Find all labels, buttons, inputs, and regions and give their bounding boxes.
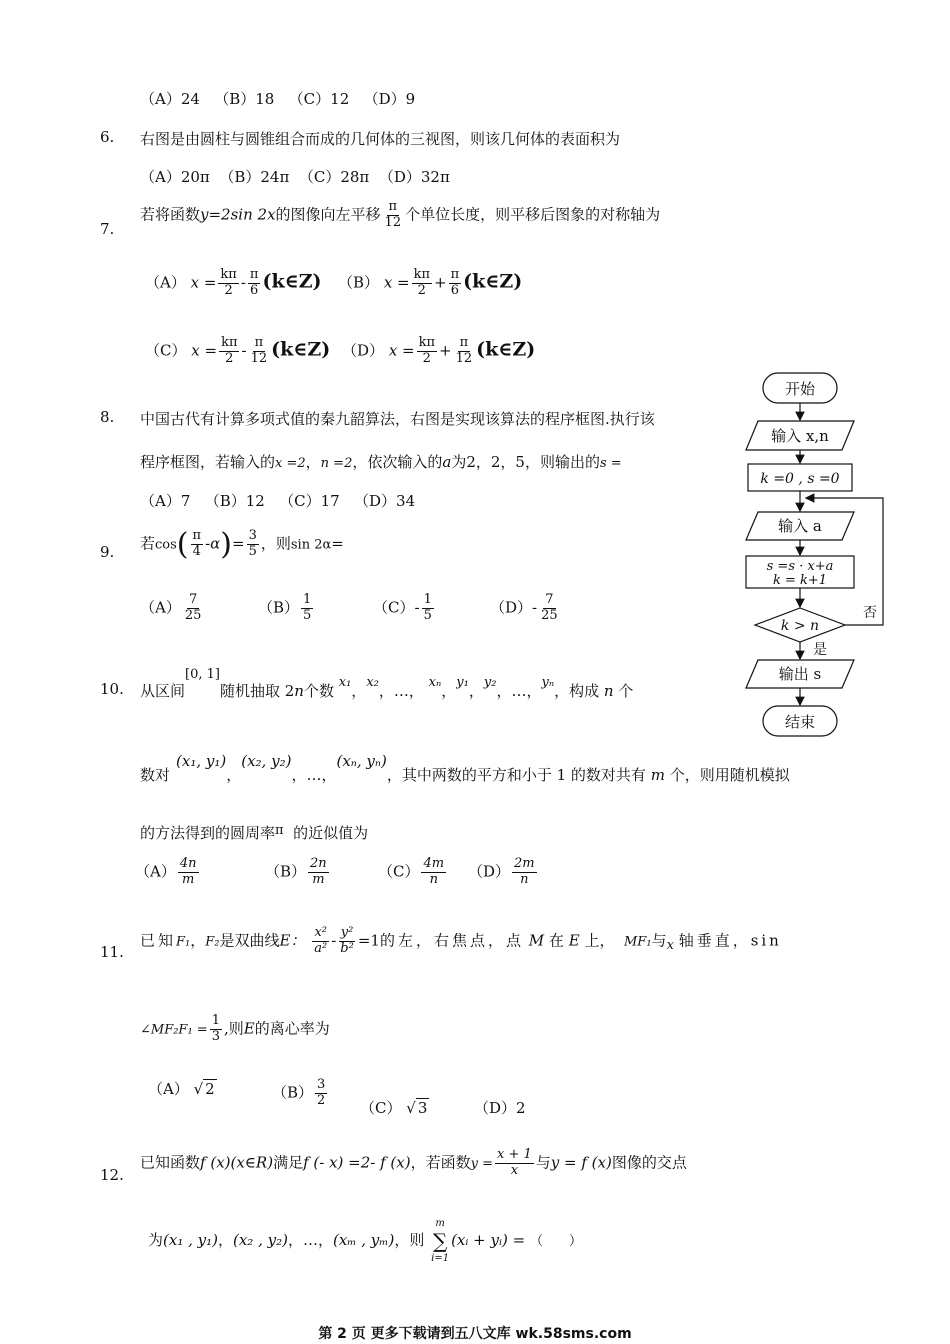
q6-text: 右图是由圆柱与圆锥组合而成的几何体的三视图，则该几何体的表面积为: [140, 130, 621, 148]
flow-no-label: 否: [863, 605, 877, 621]
q5-options: [140, 88, 415, 109]
flow-end-label: 结束: [784, 713, 816, 731]
q5-option-d: （D）9: [363, 90, 416, 108]
q6-options: [140, 166, 450, 187]
q12-line2: 为(x₁ , y₁)，(x₂ , y₂)，…，(xₘ , yₘ)，则 m ∑ i=1 (xᵢ + yᵢ) = （ ）: [148, 1218, 582, 1264]
flow-condition-label: k > n: [780, 618, 820, 634]
q5-option-b: （B）18: [214, 90, 275, 108]
q7-text-a: 若将函数: [140, 205, 201, 224]
q11-option-b: （B） $\frac{3}{2}$: [272, 1077, 326, 1108]
q12-line1: 已知函数f (x)(x∈R)满足f (- x) =2- f (x)，若函数y = $\frac{x + 1}{x}$ 与y = f (x)图像的交点: [140, 1147, 687, 1178]
q8-option-b: （B）12: [204, 492, 265, 510]
q10-number: 10.: [100, 680, 124, 698]
q11-option-a: （A） √ 2: [148, 1080, 215, 1098]
q6-number: 6.: [100, 128, 115, 146]
q9-number: 9.: [100, 543, 115, 561]
q9-option-a: （A） $\frac{7}{25}$: [140, 592, 202, 623]
q9-option-c: （C）- $\frac{1}{5}$: [373, 592, 432, 623]
q12-sum-sign: m ∑ i=1: [431, 1218, 450, 1264]
q8-option-c: （C）17: [279, 492, 340, 510]
q10-option-a: （A） $\frac{4n}{m}$: [135, 856, 197, 887]
q6-option-c: （C）28π: [298, 168, 370, 186]
q10-option-b: （B） $\frac{2n}{m}$: [265, 856, 327, 887]
q8-line2: 程序框图，若输入的x =2，n =2，依次输入的a为2，2，5，则输出的s =: [140, 453, 622, 471]
q7-text-b: 的图像向左平移: [275, 205, 381, 224]
q11-number: 11.: [100, 943, 124, 961]
flow-init-label: k =0 , s =0: [760, 471, 840, 487]
q7-number: 7.: [100, 220, 115, 238]
q10-option-c: （C） $\frac{4m}{n}$: [378, 856, 445, 887]
page-footer: 第 2 页 更多下载请到五八文库 wk.58sms.com: [318, 1326, 632, 1342]
q9-option-d: （D）- $\frac{7}{25}$: [490, 592, 558, 623]
flow-input-xn-label: 输入 x,n: [771, 427, 829, 445]
q7-function: y=2sin 2x: [200, 205, 276, 224]
q10-option-d: （D） $\frac{2m}{n}$: [468, 856, 535, 887]
q11-line1: 已知F₁，F₂是双曲线E： $\frac{\text{x²}}{\text{a²}}$ - $\frac{\text{y²}}{\text{b²}}$ =1的左，右焦点，点 M 在 E 上， MF₁与x 轴垂直，sin: [140, 925, 782, 956]
q11-line2: ∠MF₂F₁ = $\frac{1}{3}$ ,则E的离心率为: [140, 1013, 330, 1044]
q8-line1: 中国古代有计算多项式值的秦九韶算法，右图是实现该算法的程序框图.执行该: [140, 410, 655, 428]
flow-start-label: 开始: [784, 380, 816, 398]
q7-option-b: （B） x = $\frac{k\pi}{2}$ + $\frac{\pi}{6}$ (k∈Z): [338, 267, 523, 298]
q8-options: [140, 490, 415, 511]
q12-number: 12.: [100, 1166, 124, 1184]
flow-yes-label: 是: [813, 642, 827, 658]
q7-text-c: 个单位长度，则平移后图象的对称轴为: [405, 205, 661, 224]
q6-option-a: （A）20π: [140, 168, 210, 186]
flow-step2-label: k = k+1: [772, 573, 828, 588]
q7-option-a: （A） x = $\frac{k\pi}{2}$ - $\frac{\pi}{6}$ (k∈Z): [145, 267, 322, 298]
q10-line1: 从区间[0, 1]随机抽取 2n个数 x₁，x₂，…， xₙ，y₁，y₂，…，yₙ，构成 n 个: [140, 667, 634, 700]
flow-step1-label: s =s · x+a: [766, 559, 834, 574]
q7-text: [140, 200, 660, 231]
q6-option-b: （B）24π: [219, 168, 290, 186]
q10-line2: 数对(x₁, y₁)，(x₂, y₂)，…，(xₙ, yₙ)，其中两数的平方和小于 1 的数对共有 m 个，则用随机模拟: [140, 752, 790, 784]
q10-line3: 的方法得到的圆周率π 的近似值为: [140, 823, 369, 842]
q8-number: 8.: [100, 408, 115, 426]
q8-option-a: （A）7: [140, 492, 191, 510]
q9-option-b: （B） $\frac{1}{5}$: [258, 592, 312, 623]
flow-output-label: 输出 s: [778, 665, 822, 683]
program-flowchart: [738, 368, 890, 744]
q7-shift-fraction: $\frac{\pi}{12}$: [384, 199, 402, 230]
q5-option-c: （C）12: [288, 90, 350, 108]
q11-option-d: （D）2: [474, 1099, 526, 1117]
q8-option-d: （D）34: [354, 492, 416, 510]
q9-text: 若cos( $\frac{\pi}{4}$ -α)= $\frac{3}{5}$ ，则sin 2α=: [140, 527, 344, 562]
q5-option-a: （A）24: [140, 90, 200, 108]
q11-option-c: （C） √ 3: [360, 1099, 428, 1117]
q7-option-c: （C） x = $\frac{k\pi}{2}$ - $\frac{\pi}{12}$ (k∈Z): [145, 335, 331, 366]
q7-option-d: （D） x = $\frac{k\pi}{2}$ + $\frac{\pi}{12}$ (k∈Z): [342, 335, 536, 366]
q6-option-d: （D）32π: [378, 168, 450, 186]
flow-input-a-label: 输入 a: [778, 517, 822, 535]
